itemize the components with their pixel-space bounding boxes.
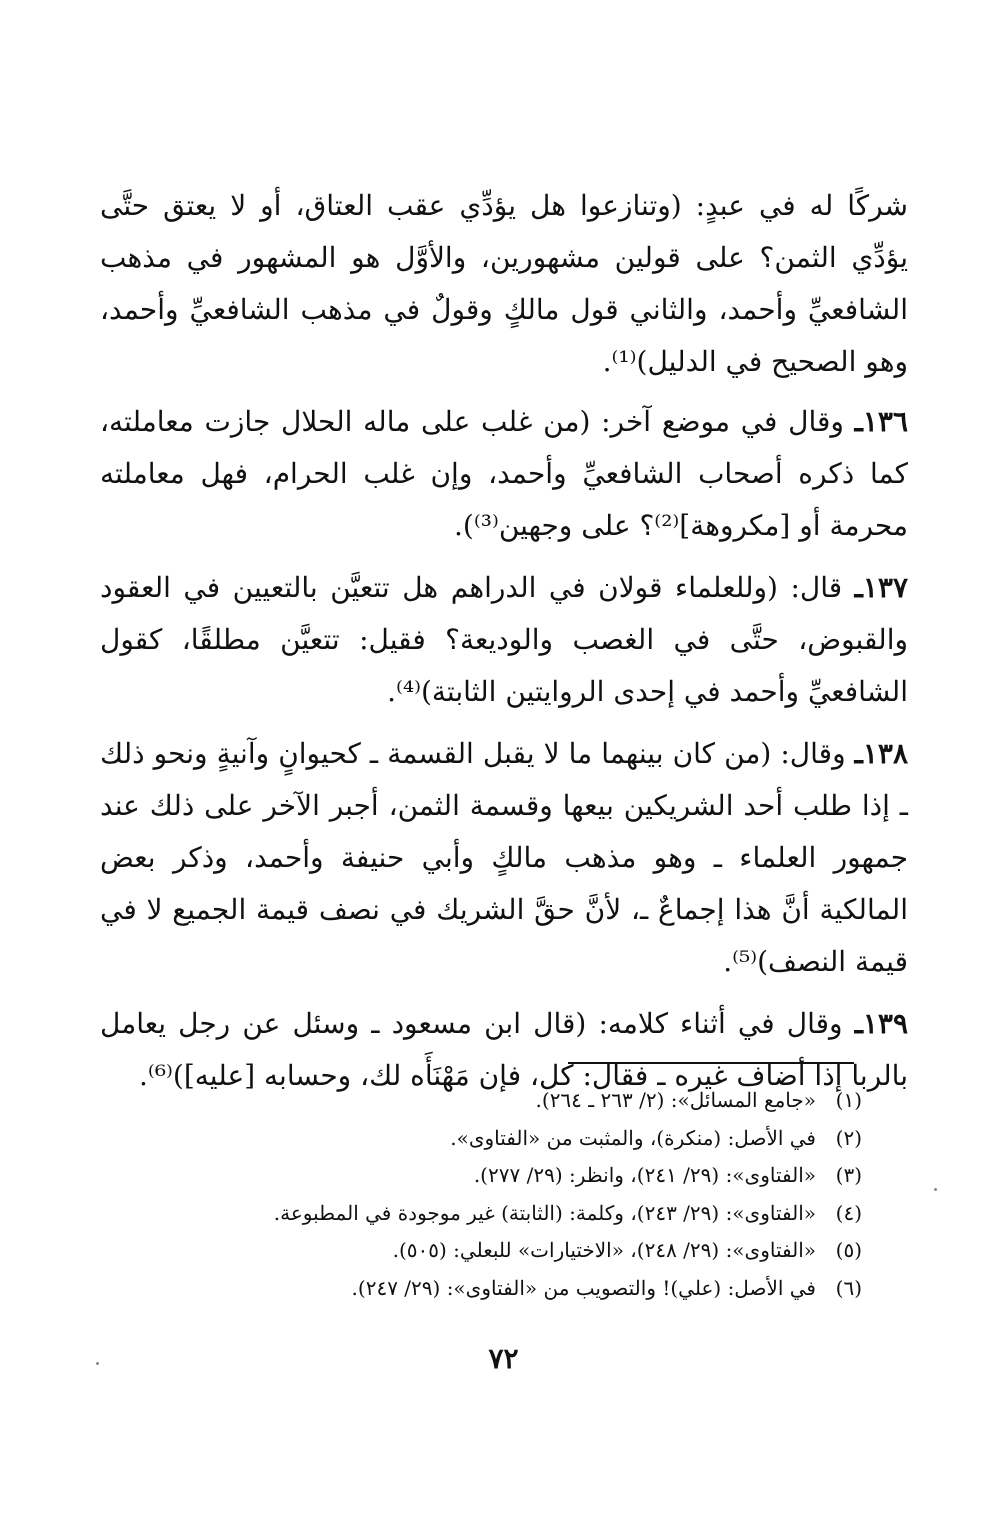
footnote-text: «الفتاوى»: (٢٩/ ٢٤١)، وانظر: (٢٩/ ٢٧٧).: [473, 1163, 816, 1187]
paragraph: [100, 396, 908, 552]
footnote-text: «الفتاوى»: (٢٩/ ٢٤٣)، وكلمة: (الثابتة) غير موجودة في المطبوعة.: [273, 1200, 816, 1225]
footnote-marker: (٥): [835, 1238, 862, 1262]
footnote-text: «الفتاوى»: (٢٩/ ٢٤٨)، «الاختيارات» للبعلي: (٥٠٥).: [392, 1238, 816, 1262]
paragraph-number: ١٣٩ـ: [854, 1007, 909, 1040]
paragraph-number: ١٣٨ـ: [854, 737, 908, 770]
footnote: [100, 1157, 862, 1195]
footnote-marker: (٣): [835, 1163, 862, 1187]
footnote-text: في الأصل: (منكرة)، والمثبت من «الفتاوى».: [450, 1125, 816, 1150]
paragraph-text: وقال في موضع آخر: (من غلب على ماله الحلال جازت معاملته، كما ذكره أصحاب الشافعيِّ وأحمد، وإن غلب الحرام، فهل معاملته محرمة أو [مكروهة]⁽²⁾؟ على وجهين⁽³⁾).: [100, 405, 908, 542]
footnote: [100, 1120, 862, 1158]
scan-speck: [96, 1362, 99, 1365]
footnote-marker: (٦): [835, 1275, 862, 1300]
footnote-text: في الأصل: (علي)! والتصويب من «الفتاوى»: (٢٩/ ٢٤٧).: [351, 1275, 816, 1300]
main-text: [100, 180, 908, 1112]
footnotes: [100, 1082, 862, 1307]
footnote-marker: (٢): [835, 1125, 862, 1150]
footnote-marker: (١): [835, 1088, 862, 1112]
paragraph-text: شركًا له في عبدٍ: (وتنازعوا هل يؤدِّي عقب العتاق، أو لا يعتق حتَّى يؤدِّي الثمن؟ على قولين مشهورين، والأوَّل هو المشهور في مذهب الشافعيِّ وأحمد، والثاني قول مالكٍ وقولٌ في مذهب الشافعيِّ وأحمد، وهو الصحيح في الدليل)⁽¹⁾.: [100, 189, 908, 378]
footnote-text: «جامع المسائل»: (٢/ ٢٦٣ ـ ٢٦٤).: [535, 1088, 816, 1112]
paragraph-text: وقال: (من كان بينهما ما لا يقبل القسمة ـ كحيوانٍ وآنيةٍ ونحو ذلك ـ إذا طلب أحد الشريكين بيعها وقسمة الثمن، أجبر الآخر على ذلك عند جمهور العلماء ـ وهو مذهب مالكٍ وأبي حنيفة وأحمد، وذكر بعض المالكية أنَّ هذا إجماعٌ ـ، لأنَّ حقَّ الشريك في نصف قيمة الجميع لا في قيمة النصف)⁽⁵⁾.: [100, 737, 908, 978]
footnote: [100, 1195, 862, 1233]
footnote: [100, 1082, 862, 1120]
footnote-marker: (٤): [835, 1200, 862, 1225]
paragraph-number: ١٣٧ـ: [854, 571, 908, 604]
paragraph-text: وقال في أثناء كلامه: (قال ابن مسعود ـ وسئل عن رجل يعامل بالربا إذا أضاف غيره ـ فقال: كل، فإن مَهْنَأَه لك، وحسابه [عليه])⁽⁶⁾.: [100, 1007, 908, 1092]
footnote-separator: [568, 1062, 854, 1064]
paragraph-number: ١٣٦ـ: [854, 405, 908, 438]
scan-speck: [934, 1188, 937, 1191]
paragraph: [100, 728, 908, 988]
footnote: [100, 1270, 862, 1308]
footnote: [100, 1232, 862, 1270]
paragraph: [100, 562, 908, 718]
paragraph: [100, 180, 908, 388]
paragraph-text: قال: (وللعلماء قولان في الدراهم هل تتعيَّن بالتعيين في العقود والقبوض، حتَّى في الغصب والوديعة؟ فقيل: تتعيَّن مطلقًا، كقول الشافعيِّ وأحمد في إحدى الروايتين الثابتة)⁽⁴⁾.: [100, 571, 908, 708]
page-number: ٧٢: [488, 1342, 519, 1375]
